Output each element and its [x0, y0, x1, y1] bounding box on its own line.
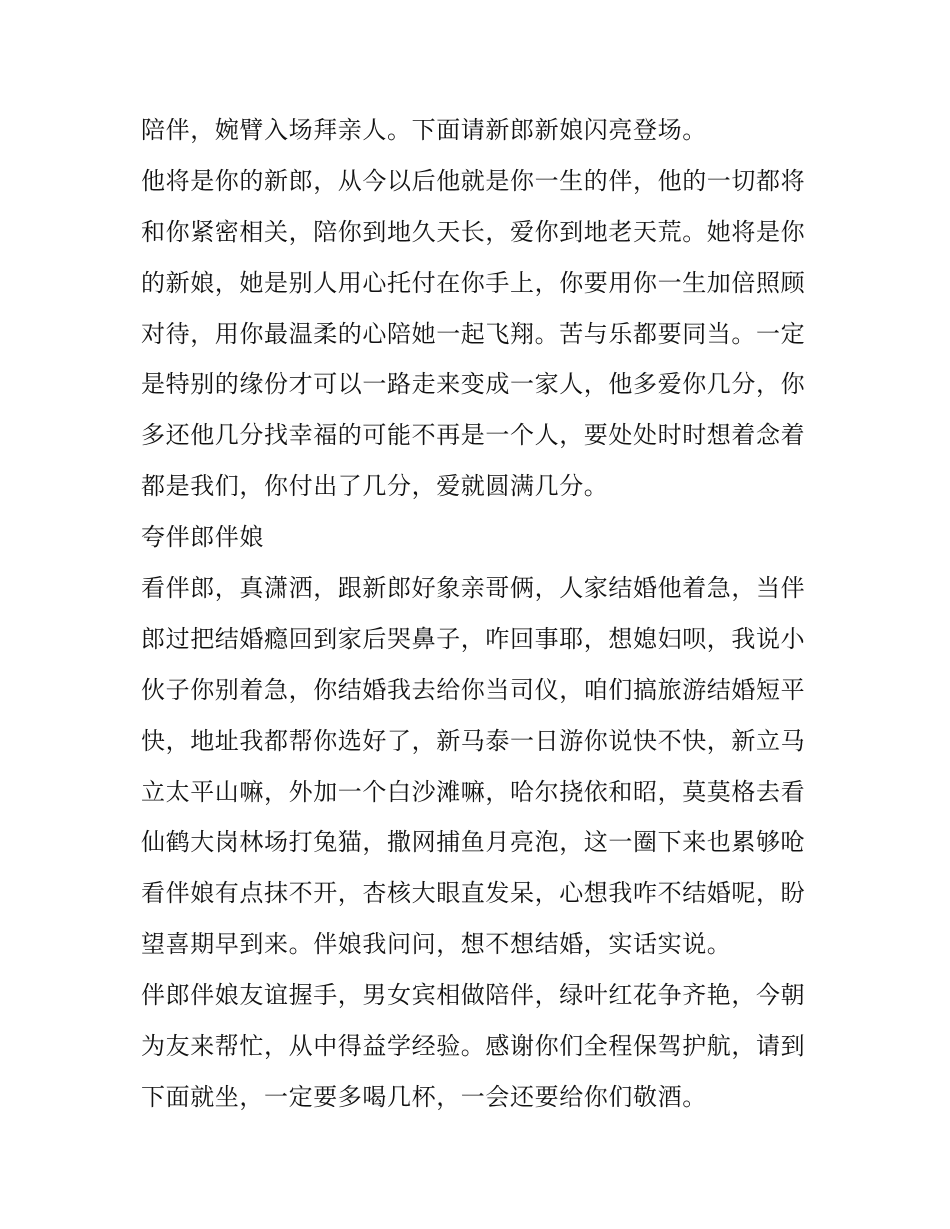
text-line: 为友来帮忙，从中得益学经验。感谢你们全程保驾护航，请到	[141, 1032, 806, 1061]
text-line: 对待，用你最温柔的心陪她一起飞翔。苦与乐都要同当。一定	[141, 319, 806, 348]
text-line: 下面就坐，一定要多喝几杯，一会还要给你们敬酒。	[141, 1082, 707, 1111]
text-line: 仙鹤大岗林场打兔猫，撒网捕鱼月亮泡，这一圈下来也累够呛	[141, 828, 806, 857]
text-line: 看伴娘有点抹不开，杏核大眼直发呆，心想我咋不结婚呢，盼	[141, 879, 806, 908]
text-line: 郎过把结婚瘾回到家后哭鼻子，咋回事耶，想媳妇呗，我说小	[141, 624, 806, 653]
text-line: 伙子你别着急，你结婚我去给你当司仪，咱们搞旅游结婚短平	[141, 675, 806, 704]
text-line: 陪伴，婉臂入场拜亲人。下面请新郎新娘闪亮登场。	[141, 116, 707, 144]
text-line: 立太平山嘛，外加一个白沙滩嘛，哈尔挠依和昭，莫莫格去看	[141, 777, 806, 806]
text-line: 他将是你的新郎，从今以后他就是你一生的伴，他的一切都将	[141, 166, 806, 195]
section-heading: 夸伴郎伴娘	[141, 523, 264, 552]
text-line: 快，地址我都帮你选好了，新马泰一日游你说快不快，新立马	[141, 726, 806, 755]
text-line: 看伴郎，真潇洒，跟新郎好象亲哥俩，人家结婚他着急，当伴	[141, 574, 806, 603]
text-line: 都是我们，你付出了几分，爱就圆满几分。	[141, 472, 609, 501]
text-line: 伴郎伴娘友谊握手，男女宾相做陪伴，绿叶红花争齐艳，今朝	[141, 981, 806, 1010]
text-line: 望喜期早到来。伴娘我问问，想不想结婚，实话实说。	[141, 930, 732, 959]
text-line: 和你紧密相关，陪你到地久天长，爱你到地老天荒。她将是你	[141, 217, 806, 246]
text-line: 是特别的缘份才可以一路走来变成一家人，他多爱你几分，你	[141, 370, 806, 399]
text-line: 多还他几分找幸福的可能不再是一个人，要处处时时想着念着	[141, 421, 806, 450]
text-line: 的新娘，她是别人用心托付在你手上，你要用你一生加倍照顾	[141, 268, 806, 297]
body-text	[141, 112, 813, 1130]
